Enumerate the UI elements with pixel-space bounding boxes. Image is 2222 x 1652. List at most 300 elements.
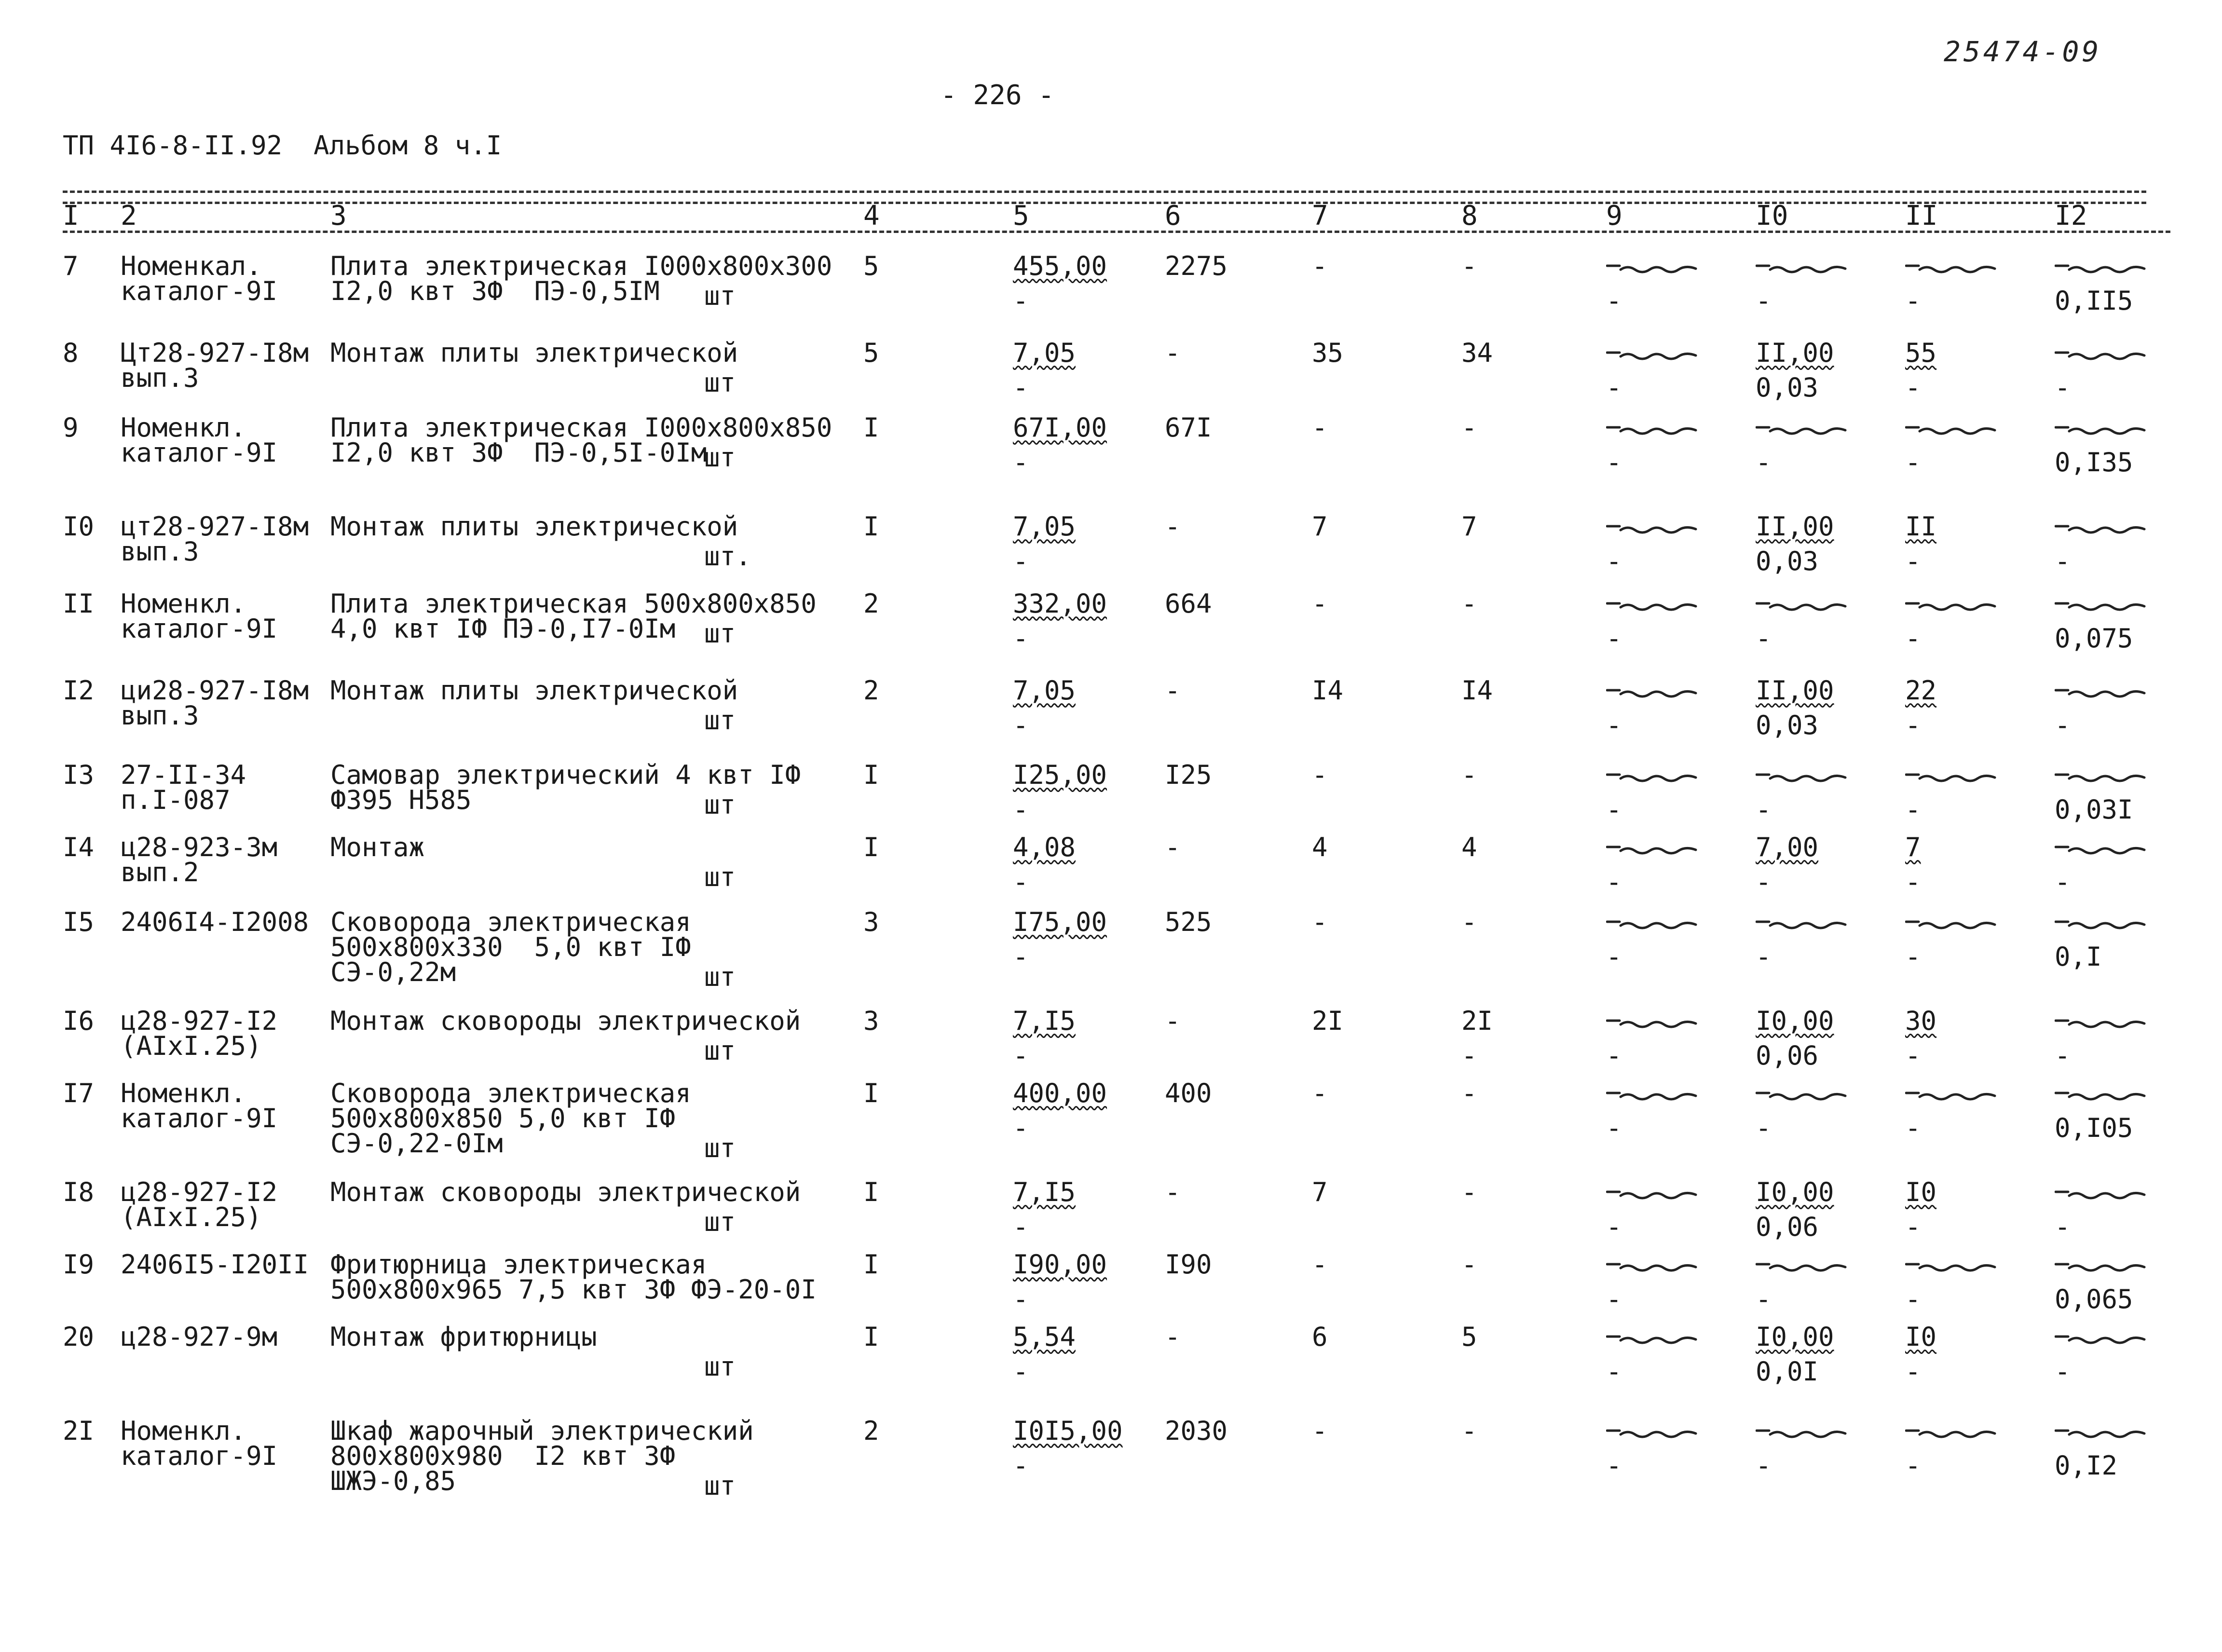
- column-10-sub: 0,0I: [1756, 1356, 1819, 1387]
- total-cost: 2030: [1165, 1416, 1228, 1446]
- dash-placeholder-mark: [1756, 772, 1847, 782]
- column-11-sub: -: [1905, 286, 1921, 316]
- dash-placeholder-mark: [2055, 263, 2146, 273]
- column-11-sub: -: [1905, 623, 1921, 654]
- code-reference: 2406I5-I20II: [121, 1249, 309, 1280]
- dash-placeholder-mark: [1606, 919, 1698, 929]
- column-9-sub: -: [1606, 942, 1622, 972]
- dash-placeholder-mark: [2055, 424, 2146, 435]
- code-reference: (AIxI.25): [121, 1031, 262, 1061]
- unit-price: 7,I5: [1013, 1006, 1076, 1036]
- column-11-sub: -: [1905, 867, 1921, 897]
- dash-placeholder-mark: [2055, 1428, 2146, 1438]
- code-reference: цт28-927-I8м: [121, 511, 309, 542]
- column-8-value: 2I: [1461, 1006, 1493, 1036]
- total-cost: -: [1165, 832, 1181, 862]
- column-8-value: 4: [1461, 832, 1477, 862]
- code-reference: ц28-927-I2: [121, 1177, 278, 1207]
- unit-price-sub: -: [1013, 1040, 1029, 1071]
- column-8-value: -: [1461, 412, 1477, 443]
- unit-price-sub: -: [1013, 546, 1029, 576]
- dash-placeholder-mark: [1756, 1090, 1847, 1101]
- dash-placeholder-mark: [1905, 919, 1997, 929]
- column-9-sub: -: [1606, 794, 1622, 825]
- column-9-sub: -: [1606, 1284, 1622, 1314]
- item-description: Плита электрическая I000x800x850: [330, 412, 832, 443]
- column-11-sub: -: [1905, 546, 1921, 576]
- column-9-sub: -: [1606, 710, 1622, 740]
- total-cost: -: [1165, 1177, 1181, 1207]
- unit-price-sub: -: [1013, 447, 1029, 478]
- dash-placeholder-mark: [1606, 844, 1698, 855]
- total-cost: 664: [1165, 588, 1212, 619]
- dash-placeholder-mark: [2055, 1090, 2146, 1101]
- dash-placeholder-mark: [1606, 772, 1698, 782]
- column-12-sub: -: [2055, 1040, 2071, 1071]
- column-12-sub: -: [2055, 710, 2071, 740]
- column-8-value: 34: [1461, 338, 1493, 368]
- column-12-sub: -: [2055, 1212, 2071, 1242]
- row-number: I6: [63, 1006, 95, 1036]
- dash-placeholder-mark: [2055, 1261, 2146, 1272]
- item-description: ШЖЭ-0,85: [330, 1466, 456, 1496]
- quantity: I: [863, 1249, 879, 1280]
- unit-price-sub: -: [1013, 1284, 1029, 1314]
- dash-placeholder-mark: [1606, 1189, 1698, 1200]
- quantity: 3: [863, 1006, 879, 1036]
- column-11-sub: -: [1905, 794, 1921, 825]
- item-description: 4,0 квт IФ ПЭ-0,I7-0Iм: [330, 614, 676, 644]
- dash-placeholder-mark: [1756, 424, 1847, 435]
- column-9-sub: -: [1606, 623, 1622, 654]
- column-10-sub: -: [1756, 286, 1772, 316]
- column-10-value: II,00: [1756, 675, 1834, 706]
- quantity: I: [863, 1322, 879, 1352]
- row-number: I5: [63, 907, 95, 937]
- unit-price: 5,54: [1013, 1322, 1076, 1352]
- item-description: Монтаж сковороды электрической: [330, 1006, 801, 1036]
- item-description: 500x800x330 5,0 квт IФ: [330, 932, 691, 962]
- item-description: Плита электрическая 500x800x850: [330, 588, 817, 619]
- total-cost: -: [1165, 338, 1181, 368]
- unit-label: шт: [704, 862, 736, 892]
- code-reference: Номенкл.: [121, 1416, 246, 1446]
- column-8-value: -: [1461, 907, 1477, 937]
- unit-price: 4,08: [1013, 832, 1076, 862]
- unit-price-sub: -: [1013, 1450, 1029, 1481]
- code-reference: ци28-927-I8м: [121, 675, 309, 706]
- column-12-sub: -: [2055, 867, 2071, 897]
- unit-label: шт: [704, 1133, 736, 1163]
- item-description: Сковорода электрическая: [330, 1078, 691, 1108]
- quantity: I: [863, 760, 879, 790]
- dash-placeholder-mark: [1606, 424, 1698, 435]
- row-number: 8: [63, 338, 79, 368]
- unit-price: I90,00: [1013, 1249, 1107, 1280]
- column-10-sub: -: [1756, 942, 1772, 972]
- column-8-sub: -: [1461, 1040, 1477, 1071]
- item-description: Монтаж плиты электрической: [330, 675, 738, 706]
- column-9-sub: -: [1606, 1356, 1622, 1387]
- dash-placeholder-mark: [1606, 1090, 1698, 1101]
- column-7-value: -: [1312, 251, 1328, 281]
- code-reference: Номенкл.: [121, 412, 246, 443]
- column-10-sub: -: [1756, 867, 1772, 897]
- row-number: I7: [63, 1078, 95, 1108]
- dash-placeholder-mark: [2055, 350, 2146, 360]
- code-reference: (AIxI.25): [121, 1202, 262, 1232]
- column-8-value: -: [1461, 1078, 1477, 1108]
- column-11-sub: -: [1905, 1212, 1921, 1242]
- column-9-sub: -: [1606, 1212, 1622, 1242]
- dash-placeholder-mark: [2055, 772, 2146, 782]
- unit-label: шт: [704, 1207, 736, 1237]
- unit-label: шт: [704, 1036, 736, 1066]
- dash-placeholder-mark: [1905, 1261, 1997, 1272]
- dash-placeholder-mark: [2055, 523, 2146, 534]
- item-description: Сковорода электрическая: [330, 907, 691, 937]
- column-7-value: -: [1312, 412, 1328, 443]
- unit-price-sub: -: [1013, 372, 1029, 403]
- row-number: I0: [63, 511, 95, 542]
- dash-placeholder-mark: [1606, 523, 1698, 534]
- item-description: Самовар электрический 4 квт IФ: [330, 760, 801, 790]
- total-cost: I25: [1165, 760, 1212, 790]
- column-12-sub: 0,I35: [2055, 447, 2133, 478]
- column-10-sub: -: [1756, 1284, 1772, 1314]
- unit-price-sub: -: [1013, 1356, 1029, 1387]
- column-header: 9: [1606, 200, 1622, 232]
- column-header: 8: [1461, 200, 1478, 232]
- quantity: I: [863, 412, 879, 443]
- dash-placeholder-mark: [2055, 844, 2146, 855]
- dash-placeholder-mark: [1756, 601, 1847, 611]
- column-11-sub: -: [1905, 1356, 1921, 1387]
- dash-placeholder-mark: [1606, 601, 1698, 611]
- dash-placeholder-mark: [1606, 1334, 1698, 1344]
- code-reference: каталог-9I: [121, 614, 278, 644]
- dash-placeholder-mark: [1606, 350, 1698, 360]
- item-description: Монтаж плиты электрической: [330, 511, 738, 542]
- total-cost: I90: [1165, 1249, 1212, 1280]
- column-11-value: I0: [1905, 1322, 1937, 1352]
- document-number-stamp: 25474-09: [1944, 35, 2102, 68]
- unit-label: шт: [704, 790, 736, 820]
- column-7-value: -: [1312, 1416, 1328, 1446]
- column-8-value: -: [1461, 251, 1477, 281]
- code-reference: Номенкл.: [121, 1078, 246, 1108]
- column-9-sub: -: [1606, 1040, 1622, 1071]
- column-10-sub: -: [1756, 1113, 1772, 1143]
- column-7-value: -: [1312, 1249, 1328, 1280]
- unit-price: 7,05: [1013, 338, 1076, 368]
- dash-placeholder-mark: [1606, 1018, 1698, 1028]
- code-reference: каталог-9I: [121, 276, 278, 306]
- column-8-value: -: [1461, 1416, 1477, 1446]
- total-cost: -: [1165, 1322, 1181, 1352]
- quantity: I: [863, 1177, 879, 1207]
- column-7-value: 4: [1312, 832, 1328, 862]
- column-7-value: 7: [1312, 511, 1328, 542]
- item-description: I2,0 квт 3Ф ПЭ-0,5I-0Iм: [330, 437, 707, 468]
- column-header: 5: [1013, 200, 1029, 232]
- code-reference: каталог-9I: [121, 1103, 278, 1133]
- dash-placeholder-mark: [2055, 919, 2146, 929]
- page-number: - 226 -: [941, 80, 1055, 111]
- column-10-sub: 0,03: [1756, 710, 1819, 740]
- column-8-value: -: [1461, 588, 1477, 619]
- dash-placeholder-mark: [1606, 1261, 1698, 1272]
- column-12-sub: 0,075: [2055, 623, 2133, 654]
- column-12-sub: 0,I2: [2055, 1450, 2118, 1481]
- column-11-sub: -: [1905, 447, 1921, 478]
- item-description: СЭ-0,22м: [330, 957, 456, 987]
- dash-placeholder-mark: [2055, 1189, 2146, 1200]
- column-7-value: -: [1312, 1078, 1328, 1108]
- column-11-value: 30: [1905, 1006, 1937, 1036]
- column-12-sub: 0,II5: [2055, 286, 2133, 316]
- column-7-value: -: [1312, 760, 1328, 790]
- code-reference: ц28-923-3м: [121, 832, 278, 862]
- header-rule-bottom: [63, 231, 2170, 233]
- unit-price: I25,00: [1013, 760, 1107, 790]
- dash-placeholder-mark: [1905, 601, 1997, 611]
- quantity: 2: [863, 675, 879, 706]
- total-cost: 400: [1165, 1078, 1212, 1108]
- column-10-sub: -: [1756, 447, 1772, 478]
- column-12-sub: -: [2055, 372, 2071, 403]
- column-8-value: I4: [1461, 675, 1493, 706]
- code-reference: Номенкал.: [121, 251, 262, 281]
- unit-price: 400,00: [1013, 1078, 1107, 1108]
- column-header: I2: [2055, 200, 2087, 232]
- column-9-sub: -: [1606, 372, 1622, 403]
- code-reference: вып.3: [121, 363, 199, 393]
- row-number: I2: [63, 675, 95, 706]
- column-7-value: 6: [1312, 1322, 1328, 1352]
- header-rule-middle: [63, 202, 2146, 204]
- item-description: 800x800x980 I2 квт 3Ф: [330, 1441, 676, 1471]
- row-number: I8: [63, 1177, 95, 1207]
- unit-label: шт: [704, 962, 736, 992]
- dash-placeholder-mark: [1606, 263, 1698, 273]
- code-reference: вып.3: [121, 700, 199, 731]
- unit-price-sub: -: [1013, 867, 1029, 897]
- row-number: 9: [63, 412, 79, 443]
- column-12-sub: 0,065: [2055, 1284, 2133, 1314]
- column-7-value: 2I: [1312, 1006, 1344, 1036]
- column-7-value: 7: [1312, 1177, 1328, 1207]
- unit-price: 7,I5: [1013, 1177, 1076, 1207]
- dash-placeholder-mark: [1905, 424, 1997, 435]
- column-9-sub: -: [1606, 867, 1622, 897]
- column-11-value: 7: [1905, 832, 1921, 862]
- total-cost: 67I: [1165, 412, 1212, 443]
- quantity: 5: [863, 338, 879, 368]
- dash-placeholder-mark: [1606, 687, 1698, 698]
- unit-price: I75,00: [1013, 907, 1107, 937]
- item-description: I2,0 квт 3Ф ПЭ-0,5IМ: [330, 276, 660, 306]
- item-description: Монтаж плиты электрической: [330, 338, 738, 368]
- column-10-value: I0,00: [1756, 1177, 1834, 1207]
- row-number: 20: [63, 1322, 95, 1352]
- unit-price: 7,05: [1013, 675, 1076, 706]
- quantity: 3: [863, 907, 879, 937]
- item-description: Плита электрическая I000x800x300: [330, 251, 832, 281]
- row-number: II: [63, 588, 95, 619]
- unit-label: шт: [704, 281, 736, 311]
- column-10-value: II,00: [1756, 338, 1834, 368]
- dash-placeholder-mark: [2055, 601, 2146, 611]
- total-cost: 525: [1165, 907, 1212, 937]
- column-header: 3: [330, 200, 347, 232]
- item-description: СЭ-0,22-0Iм: [330, 1128, 503, 1159]
- album-reference: ТП 4I6-8-II.92 Альбом 8 ч.I: [63, 130, 502, 161]
- unit-label: шт: [704, 442, 736, 473]
- unit-price-sub: -: [1013, 710, 1029, 740]
- unit-price: 7,05: [1013, 511, 1076, 542]
- row-number: I9: [63, 1249, 95, 1280]
- dash-placeholder-mark: [1905, 772, 1997, 782]
- code-reference: каталог-9I: [121, 1441, 278, 1471]
- dash-placeholder-mark: [1756, 1261, 1847, 1272]
- unit-price-sub: -: [1013, 623, 1029, 654]
- code-reference: ц28-927-I2: [121, 1006, 278, 1036]
- column-10-sub: -: [1756, 1450, 1772, 1481]
- item-description: Монтаж сковороды электрической: [330, 1177, 801, 1207]
- column-9-sub: -: [1606, 1113, 1622, 1143]
- column-10-sub: 0,06: [1756, 1212, 1819, 1242]
- column-9-sub: -: [1606, 286, 1622, 316]
- unit-price-sub: -: [1013, 1113, 1029, 1143]
- total-cost: -: [1165, 1006, 1181, 1036]
- unit-label: шт: [704, 1352, 736, 1382]
- column-11-value: 22: [1905, 675, 1937, 706]
- row-number: I3: [63, 760, 95, 790]
- column-7-value: I4: [1312, 675, 1344, 706]
- item-description: Монтаж: [330, 832, 425, 862]
- unit-price: 332,00: [1013, 588, 1107, 619]
- column-10-sub: 0,03: [1756, 546, 1819, 576]
- column-11-value: II: [1905, 511, 1937, 542]
- quantity: I: [863, 511, 879, 542]
- column-12-sub: 0,03I: [2055, 794, 2133, 825]
- column-7-value: -: [1312, 907, 1328, 937]
- column-8-value: 7: [1461, 511, 1477, 542]
- item-description: 500x800x965 7,5 квт 3Ф ФЭ-20-0I: [330, 1274, 817, 1305]
- dash-placeholder-mark: [2055, 1334, 2146, 1344]
- item-description: 500x800x850 5,0 квт IФ: [330, 1103, 676, 1133]
- row-number: I4: [63, 832, 95, 862]
- column-11-sub: -: [1905, 1040, 1921, 1071]
- dash-placeholder-mark: [1756, 1428, 1847, 1438]
- unit-label: шт: [704, 705, 736, 736]
- column-10-sub: 0,03: [1756, 372, 1819, 403]
- unit-price-sub: -: [1013, 794, 1029, 825]
- quantity: I: [863, 1078, 879, 1108]
- column-11-value: 55: [1905, 338, 1937, 368]
- total-cost: -: [1165, 511, 1181, 542]
- column-11-sub: -: [1905, 1113, 1921, 1143]
- column-12-sub: 0,I: [2055, 942, 2102, 972]
- dash-placeholder-mark: [1756, 919, 1847, 929]
- dash-placeholder-mark: [1905, 263, 1997, 273]
- column-11-sub: -: [1905, 942, 1921, 972]
- column-7-value: 35: [1312, 338, 1344, 368]
- column-10-value: I0,00: [1756, 1322, 1834, 1352]
- code-reference: 2406I4-I2008: [121, 907, 309, 937]
- item-description: Шкаф жарочный электрический: [330, 1416, 754, 1446]
- code-reference: вып.3: [121, 536, 199, 567]
- unit-price-sub: -: [1013, 286, 1029, 316]
- quantity: 5: [863, 251, 879, 281]
- header-rule-top: [63, 191, 2146, 193]
- column-8-value: -: [1461, 1177, 1477, 1207]
- column-10-sub: -: [1756, 623, 1772, 654]
- column-12-sub: 0,I05: [2055, 1113, 2133, 1143]
- column-8-value: -: [1461, 1249, 1477, 1280]
- total-cost: 2275: [1165, 251, 1228, 281]
- unit-price-sub: -: [1013, 942, 1029, 972]
- column-10-value: I0,00: [1756, 1006, 1834, 1036]
- unit-label: шт.: [704, 541, 751, 572]
- column-9-sub: -: [1606, 546, 1622, 576]
- row-number: 2I: [63, 1416, 95, 1446]
- item-description: Фритюрница электрическая: [330, 1249, 707, 1280]
- unit-price: I0I5,00: [1013, 1416, 1123, 1446]
- quantity: I: [863, 832, 879, 862]
- column-11-sub: -: [1905, 710, 1921, 740]
- column-header: 2: [121, 200, 137, 232]
- total-cost: -: [1165, 675, 1181, 706]
- dash-placeholder-mark: [1756, 263, 1847, 273]
- column-12-sub: -: [2055, 1356, 2071, 1387]
- code-reference: каталог-9I: [121, 437, 278, 468]
- code-reference: 27-II-34: [121, 760, 246, 790]
- column-9-sub: -: [1606, 1450, 1622, 1481]
- column-8-value: 5: [1461, 1322, 1477, 1352]
- item-description: Монтаж фритюрницы: [330, 1322, 597, 1352]
- column-9-sub: -: [1606, 447, 1622, 478]
- quantity: 2: [863, 1416, 879, 1446]
- unit-label: шт: [704, 618, 736, 649]
- code-reference: Номенкл.: [121, 588, 246, 619]
- column-11-sub: -: [1905, 1450, 1921, 1481]
- code-reference: п.I-087: [121, 785, 231, 815]
- unit-price: 455,00: [1013, 251, 1107, 281]
- column-10-value: II,00: [1756, 511, 1834, 542]
- unit-label: шт: [704, 1471, 736, 1501]
- code-reference: Цт28-927-I8м: [121, 338, 309, 368]
- column-11-sub: -: [1905, 372, 1921, 403]
- quantity: 2: [863, 588, 879, 619]
- column-11-sub: -: [1905, 1284, 1921, 1314]
- column-header: I0: [1756, 200, 1788, 232]
- column-12-sub: -: [2055, 546, 2071, 576]
- dash-placeholder-mark: [2055, 1018, 2146, 1028]
- item-description: Ф395 Н585: [330, 785, 472, 815]
- dash-placeholder-mark: [1606, 1428, 1698, 1438]
- code-reference: ц28-927-9м: [121, 1322, 278, 1352]
- code-reference: вып.2: [121, 857, 199, 887]
- column-header: 7: [1312, 200, 1328, 232]
- column-8-value: -: [1461, 760, 1477, 790]
- column-header: 6: [1165, 200, 1181, 232]
- dash-placeholder-mark: [2055, 687, 2146, 698]
- column-header: I: [63, 200, 79, 232]
- unit-price-sub: -: [1013, 1212, 1029, 1242]
- column-header: 4: [863, 200, 880, 232]
